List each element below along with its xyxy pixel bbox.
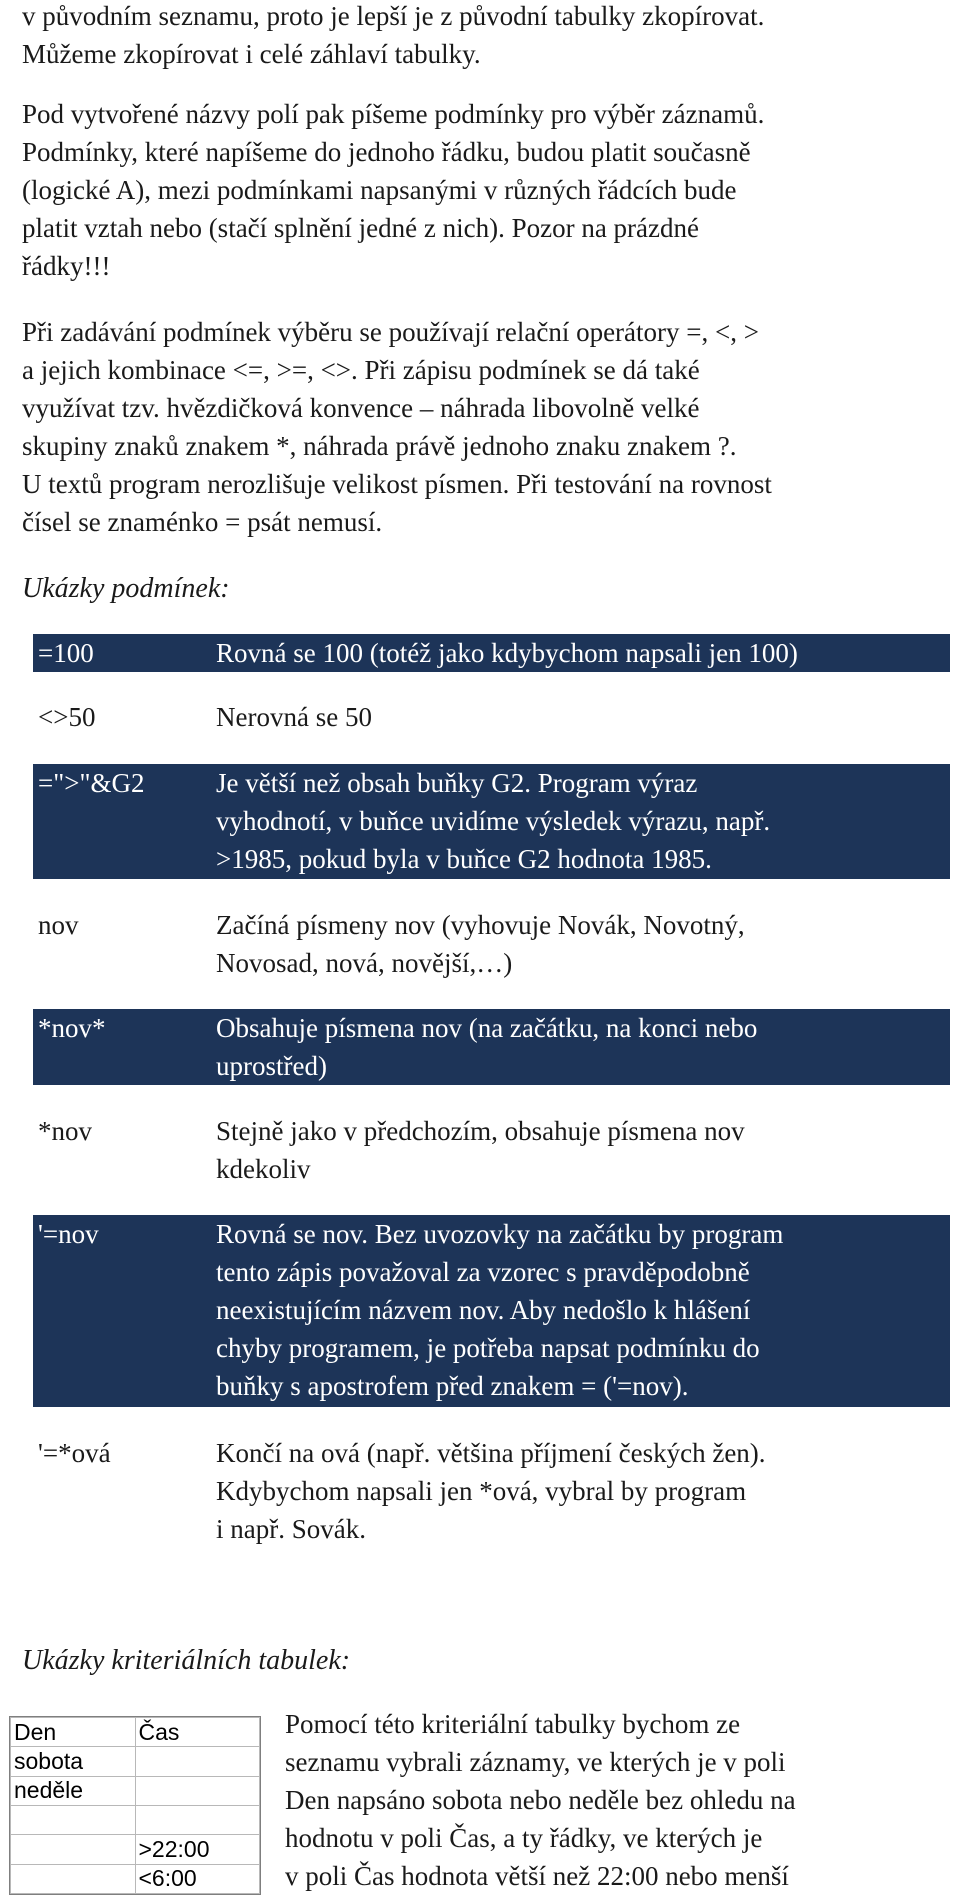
paragraph-line: řádky!!! [22, 251, 111, 281]
paragraph-line: platit vztah nebo (stačí splnění jedné z nich). Pozor na prázdné [22, 213, 700, 243]
paragraph-line: Při zadávání podmínek výběru se používají relační operátory =, <, > [22, 317, 759, 347]
explanation-line: seznamu vybrali záznamy, ve kterých je v poli [285, 1747, 786, 1777]
condition-row [33, 1434, 950, 1549]
table-row [11, 1835, 260, 1864]
condition-description [216, 764, 770, 878]
table-row [11, 1805, 260, 1834]
condition-code: *nov [38, 1116, 92, 1146]
description-line: neexistujícím názvem nov. Aby nedošlo k hlášení [216, 1295, 751, 1325]
description-line: chyby programem, je potřeba napsat podmínku do [216, 1333, 760, 1363]
explanation-line: hodnotu v poli Čas, a ty řádky, ve kterých je [285, 1823, 763, 1853]
condition-row [33, 764, 950, 879]
paragraph-line: čísel se znaménko = psát nemusí. [22, 507, 383, 537]
description-line: Obsahuje písmena nov (na začátku, na konci nebo [216, 1013, 758, 1043]
paragraph-line: U textů program nerozlišuje velikost písmen. Při testování na rovnost [22, 469, 772, 499]
condition-code: '=nov [38, 1219, 99, 1249]
condition-description [216, 1434, 766, 1548]
condition-code: <>50 [38, 702, 96, 732]
intro-line: v původním seznamu, proto je lepší je z původní tabulky zkopírovat. [22, 1, 765, 31]
explanation-line: v poli Čas hodnota větší než 22:00 nebo menší [285, 1861, 789, 1891]
description-line: Nerovná se 50 [216, 702, 372, 732]
description-line: Rovná se nov. Bez uvozovky na začátku by program [216, 1219, 784, 1249]
table-row [11, 1747, 260, 1776]
table-cell: <6:00 [135, 1864, 260, 1893]
table-cell [135, 1776, 260, 1805]
criteria-table [10, 1717, 260, 1894]
condition-row [33, 1112, 950, 1188]
table-cell: >22:00 [135, 1835, 260, 1864]
criteria-table-screenshot [9, 1716, 261, 1895]
condition-code: '=*ová [38, 1438, 111, 1468]
paragraph-line: a jejich kombinace <=, >=, <>. Při zápisu podmínek se dá také [22, 355, 700, 385]
table-row [11, 1864, 260, 1893]
paragraph-line: skupiny znaků znakem *, náhrada právě jednoho znaku znakem ?. [22, 431, 737, 461]
table-cell: sobota [11, 1747, 136, 1776]
paragraph-conditions-rules [22, 95, 764, 285]
explanation-line: Pomocí této kriteriální tabulky bychom ze [285, 1709, 741, 1739]
condition-code: =">"&G2 [38, 768, 145, 798]
condition-row [33, 1215, 950, 1407]
criteria-explanation [285, 1705, 796, 1895]
description-line: buňky s apostrofem před znakem = ('=nov). [216, 1371, 689, 1401]
explanation-line: Den napsáno sobota nebo neděle bez ohledu na [285, 1785, 796, 1815]
table-cell [135, 1747, 260, 1776]
table-cell [11, 1835, 136, 1864]
description-line: uprostřed) [216, 1051, 327, 1081]
paragraph-line: Podmínky, které napíšeme do jednoho řádku, budou platit současně [22, 137, 751, 167]
description-line: Je větší než obsah buňky G2. Program výraz [216, 768, 698, 798]
paragraph-operators [22, 313, 772, 541]
description-line: Začíná písmeny nov (vyhovuje Novák, Novotný, [216, 910, 745, 940]
description-line: vyhodnotí, v buňce uvidíme výsledek výrazu, např. [216, 806, 771, 836]
description-line: i např. Sovák. [216, 1514, 366, 1544]
condition-row [33, 698, 950, 736]
description-line: kdekoliv [216, 1154, 311, 1184]
description-line: Novosad, nová, novější,…) [216, 948, 513, 978]
intro-paragraph [22, 0, 764, 73]
condition-code: nov [38, 910, 79, 940]
table-cell: Den [11, 1718, 136, 1747]
description-line: Kdybychom napsali jen *ová, vybral by program [216, 1476, 747, 1506]
table-cell [135, 1805, 260, 1834]
condition-code: =100 [38, 638, 94, 668]
condition-description [216, 1112, 745, 1188]
table-row [11, 1776, 260, 1805]
table-cell: neděle [11, 1776, 136, 1805]
condition-row [33, 634, 950, 672]
condition-code: *nov* [38, 1013, 106, 1043]
paragraph-line: využívat tzv. hvězdičková konvence – náhrada libovolně velké [22, 393, 700, 423]
condition-description [216, 1215, 783, 1405]
description-line: >1985, pokud byla v buňce G2 hodnota 1985. [216, 844, 712, 874]
description-line: Končí na ová (např. většina příjmení českých žen). [216, 1438, 766, 1468]
table-cell [11, 1805, 136, 1834]
intro-line: Můžeme zkopírovat i celé záhlaví tabulky. [22, 39, 481, 69]
heading-condition-examples: Ukázky podmínek: [22, 573, 230, 604]
condition-description [216, 1009, 757, 1085]
table-row [11, 1718, 260, 1747]
condition-row [33, 906, 950, 982]
paragraph-line: Pod vytvořené názvy polí pak píšeme podmínky pro výběr záznamů. [22, 99, 765, 129]
description-line: tento zápis považoval za vzorec s pravděpodobně [216, 1257, 750, 1287]
description-line: Rovná se 100 (totéž jako kdybychom napsali jen 100) [216, 638, 798, 668]
heading-criteria-examples: Ukázky kriteriálních tabulek: [22, 1645, 351, 1676]
condition-description [216, 906, 745, 982]
condition-description [216, 634, 798, 672]
condition-description [216, 698, 372, 736]
table-cell: Čas [135, 1718, 260, 1747]
description-line: Stejně jako v předchozím, obsahuje písmena nov [216, 1116, 745, 1146]
condition-row [33, 1009, 950, 1085]
paragraph-line: (logické A), mezi podmínkami napsanými v různých řádcích bude [22, 175, 737, 205]
table-cell [11, 1864, 136, 1893]
